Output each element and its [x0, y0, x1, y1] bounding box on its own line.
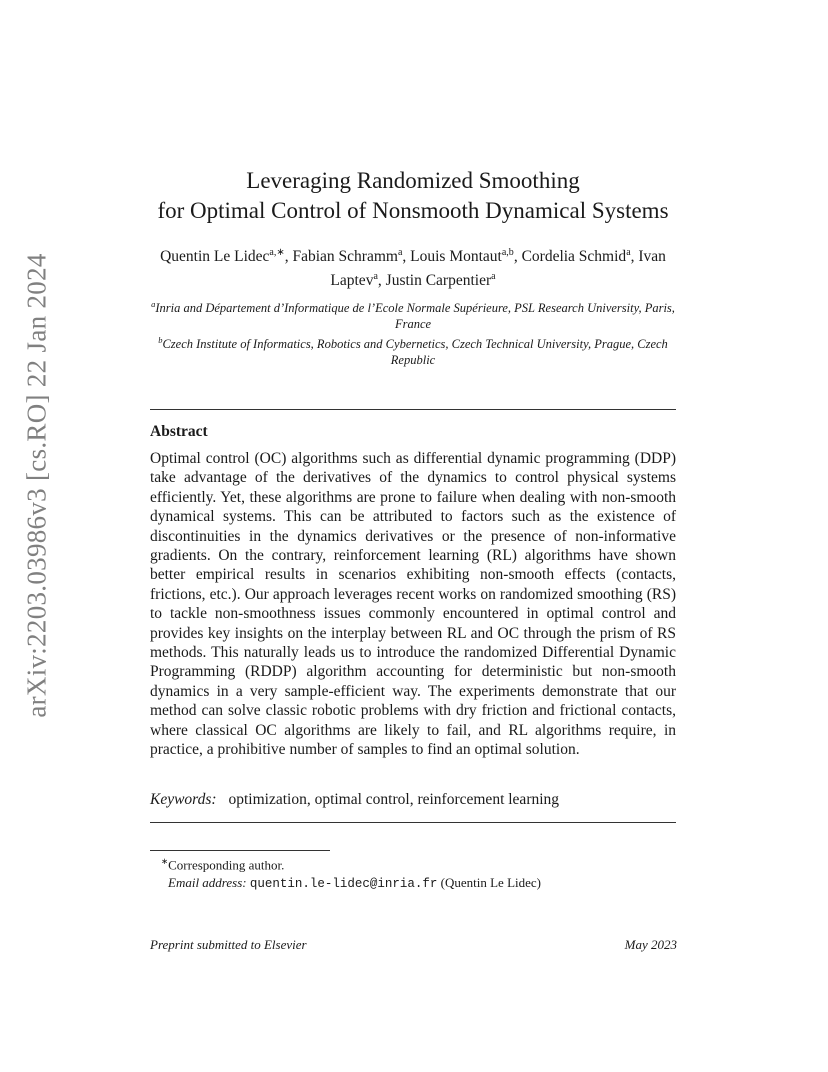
footnote-corresponding [161, 852, 688, 874]
footnote-corresponding-text: Corresponding author. [168, 857, 285, 873]
affiliation [150, 296, 676, 332]
arxiv-identifier-text: arXiv:2203.03986v3 [cs.RO] 22 Jan 2024 [21, 252, 52, 718]
title-line-1: Leveraging Randomized Smoothing [246, 168, 580, 193]
author-affil-mark: a,b [501, 247, 514, 258]
author-separator: , [513, 248, 522, 266]
email-label: Email address: [168, 875, 247, 891]
affiliation-text: Inria and Département d’Informatique de l’Ecole Normale Supérieure, PSL Research University, Paris, France [155, 301, 675, 332]
author [410, 248, 521, 265]
author-separator: , [377, 272, 386, 290]
author-separator: , [630, 248, 639, 266]
author [522, 248, 639, 265]
author-name: Fabian Schramm [292, 248, 398, 266]
footnote [161, 852, 688, 893]
date-note: May 2023 [624, 937, 677, 952]
top-rule [150, 409, 676, 410]
affiliation-list [150, 296, 676, 368]
author-name: Justin Carpentier [385, 272, 492, 290]
author-name: Cordelia Schmid [521, 248, 627, 266]
author-affil-mark: a [373, 271, 378, 283]
affiliation-text: Czech Institute of Informatics, Robotics and Cybernetics, Czech Technical University, Prague, Czech Republic [162, 337, 668, 368]
email-address-link[interactable]: quentin.le-lidec@inria.fr [249, 877, 438, 892]
author-separator: , [284, 248, 293, 266]
title-line-2: for Optimal Control of Nonsmooth Dynamical Systems [157, 198, 669, 223]
author-affil-mark: a [491, 271, 496, 283]
arxiv-side-identifier [12, 252, 62, 718]
author [160, 248, 292, 265]
affiliation [150, 332, 676, 368]
author-name: Quentin Le Lidec [160, 248, 270, 266]
author [292, 248, 410, 265]
abstract-text: Optimal control (OC) algorithms such as differential dynamic programming (DDP) take advantage of the derivatives of the dynamics to control physical systems efficiently. Yet, these algorithms are prone to failure when dealing with non-smooth dynamical systems. This can be attributed to factors such as the existence of discontinuities in the dynamics derivatives or the presence of non-informative gradients. On the contrary, reinforcement learning (RL) algorithms have shown better empirical results in scenarios exhibiting non-smooth effects (contacts, frictions, etc.). Our approach leverages recent works on randomized smoothing (RS) to tackle non-smoothness issues commonly encountered in optimal control and provides key insights on the interplay between RL and OC through the prism of RS methods. This naturally leads us to introduce the randomized Differential Dynamic Programming (RDDP) algorithm accounting for deterministic but non-smooth dynamics in a very sample-efficient way. The experiments demonstrate that our method can solve classic robotic problems with dry friction and frictional contacts, where classical OC algorithms are likely to fail, and RL algorithms require, in practice, a prohibitive number of samples to find an optimal solution. [150, 450, 676, 759]
keywords-text: optimization, optimal control, reinforcement learning [228, 791, 560, 808]
email-owner: (Quentin Le Lidec) [440, 875, 541, 891]
author-separator: , [402, 248, 411, 266]
footnote-rule [150, 850, 330, 851]
paper-title [100, 166, 726, 226]
author-affil-mark: a [397, 247, 403, 258]
author-affil-mark: a,∗ [269, 247, 285, 258]
author-name: Ivan Laptev [330, 248, 666, 290]
abstract-heading: Abstract [150, 423, 208, 440]
author-affil-mark: a [626, 247, 631, 258]
affiliation-mark: b [158, 335, 163, 346]
footnote-mark: ∗ [161, 856, 169, 866]
preprint-note: Preprint submitted to Elsevier [150, 937, 307, 952]
affiliation-mark: a [151, 299, 156, 309]
keywords-label: Keywords: [150, 791, 217, 808]
author-list [160, 243, 666, 291]
author [386, 272, 496, 289]
author-name: Louis Montaut [410, 248, 502, 266]
footnote-email-line [168, 874, 688, 893]
bottom-rule [150, 822, 676, 823]
keywords-line [150, 791, 676, 809]
